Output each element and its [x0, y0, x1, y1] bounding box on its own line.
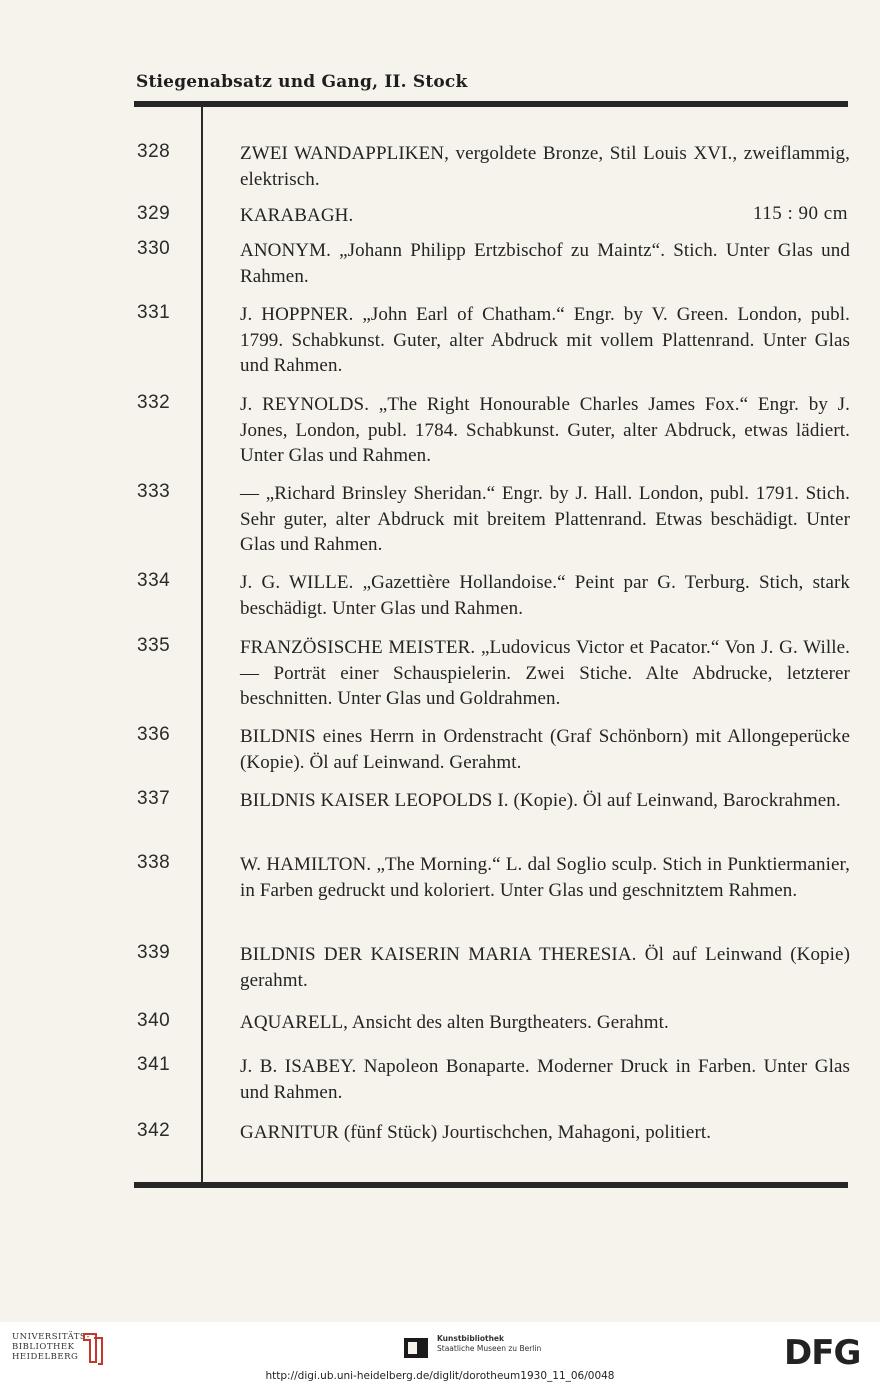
lot-description: J. REYNOLDS. „The Right Honourable Charles James Fox.“ Engr. by J. Jones, London, publ. 1784. Schabkunst. Guter, alter Abdruck, etwas lädiert. Unter Glas und Rahmen. [240, 394, 850, 466]
lot-number: 338 [137, 852, 171, 873]
lot-description: BILDNIS eines Herrn in Ordenstracht (Graf Schönborn) mit Allongeperücke (Kopie). Öl auf Leinwand. Gerahmt. [240, 726, 850, 773]
lot-description: J. G. WILLE. „Gazettière Hollandoise.“ Peint par G. Terburg. Stich, stark beschädigt. Unter Glas und Rahmen. [240, 572, 850, 619]
lot-number: 335 [137, 635, 171, 656]
lot-number: 333 [137, 481, 171, 502]
lot-number: 340 [137, 1010, 171, 1031]
column-divider [201, 107, 203, 1182]
lot-number: 329 [137, 203, 171, 224]
kunstbibliothek-subtitle: Staatliche Museen zu Berlin [437, 1344, 542, 1353]
lot-description: KARABAGH. [240, 205, 354, 226]
lot-number: 334 [137, 570, 171, 591]
lot-description: ZWEI WANDAPPLIKEN, vergoldete Bronze, Stil Louis XVI., zweiflammig, elektrisch. [240, 143, 850, 190]
lot-description: J. B. ISABEY. Napoleon Bonaparte. Moderner Druck in Farben. Unter Glas und Rahmen. [240, 1056, 850, 1103]
dfg-logo: DFG [784, 1333, 861, 1373]
lot-description: FRANZÖSISCHE MEISTER. „Ludovicus Victor et Pacator.“ Von J. G. Wille. — Porträt einer Schauspielerin. Zwei Stiche. Alte Abdrucke, letzterer beschnitten. Unter Glas und Goldrahmen. [240, 637, 850, 709]
footer-bar [0, 1322, 880, 1386]
lot-number: 337 [137, 788, 171, 809]
lot-number: 330 [137, 238, 171, 259]
lot-description: ANONYM. „Johann Philipp Ertzbischof zu Maintz“. Stich. Unter Glas und Rahmen. [240, 240, 850, 287]
lot-description: BILDNIS KAISER LEOPOLDS I. (Kopie). Öl auf Leinwand, Barockrahmen. [240, 790, 841, 811]
lot-number: 342 [137, 1120, 171, 1141]
university-library-name: UNIVERSITÄTS- BIBLIOTHEK HEIDELBERG [12, 1332, 90, 1362]
bottom-rule [134, 1182, 848, 1188]
lot-description: J. HOPPNER. „John Earl of Chatham.“ Engr. by V. Green. London, publ. 1799. Schabkunst. Guter, alter Abdruck mit vollem Plattenrand. Unter Glas und Rahmen. [240, 304, 850, 376]
lot-number: 339 [137, 942, 171, 963]
lot-number: 336 [137, 724, 171, 745]
top-rule [134, 101, 848, 107]
source-url[interactable]: http://digi.ub.uni-heidelberg.de/diglit/dorotheum1930_11_06/0048 [265, 1370, 615, 1382]
lot-description: W. HAMILTON. „The Morning.“ L. dal Soglio sculp. Stich in Punktiermanier, in Farben gedruckt und koloriert. Unter Glas und geschnitztem Rahmen. [240, 854, 850, 901]
kunstbibliothek-logo-icon [402, 1336, 432, 1362]
lot-dimensions: 115 : 90 cm [752, 203, 848, 224]
lot-description: AQUARELL, Ansicht des alten Burgtheaters. Gerahmt. [240, 1012, 669, 1033]
kunstbibliothek-title: Kunstbibliothek [437, 1334, 505, 1343]
lot-number: 328 [137, 141, 171, 162]
kunstbibliothek-label [437, 1334, 541, 1354]
university-library-logo-icon [80, 1330, 106, 1366]
lot-number: 341 [137, 1054, 171, 1075]
lot-description: BILDNIS DER KAISERIN MARIA THERESIA. Öl auf Leinwand (Kopie) gerahmt. [240, 944, 850, 991]
running-head: Stiegenabsatz und Gang, II. Stock [136, 72, 468, 92]
lot-number: 332 [137, 392, 171, 413]
lot-number: 331 [137, 302, 171, 323]
lot-description: GARNITUR (fünf Stück) Jourtischchen, Mahagoni, politiert. [240, 1122, 712, 1143]
lot-description: — „Richard Brinsley Sheridan.“ Engr. by J. Hall. London, publ. 1791. Stich. Sehr guter, alter Abdruck mit breitem Plattenrand. Etwas beschädigt. Unter Glas und Rahmen. [240, 483, 850, 555]
